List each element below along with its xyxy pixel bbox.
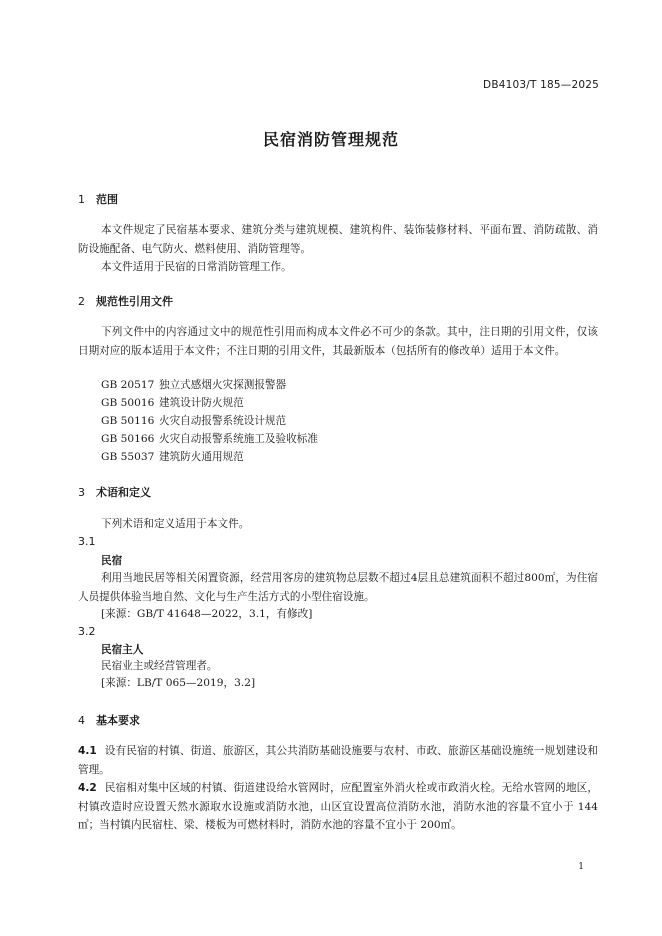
section-number: 1 [78, 193, 85, 206]
reference-item [101, 431, 318, 446]
term-3-1-number: 3.1 [78, 535, 96, 548]
document-code: DB4103/T 185—2025 [483, 79, 599, 91]
section-title: 规范性引用文件 [96, 295, 173, 308]
page-number: 1 [578, 862, 584, 872]
clause-number: 4.2 [78, 782, 97, 794]
section-number: 3 [78, 486, 85, 499]
reference-title: 建筑防火通用规范 [159, 451, 244, 463]
scope-paragraph-1: 本文件规定了民宿基本要求、建筑分类与建筑规模、建筑构件、装饰装修材料、平面布置、消防疏散、消防设施配备、电气防火、燃料使用、消防管理等。 [78, 224, 598, 255]
reference-item [101, 413, 286, 428]
term-3-2-source: [来源：LB/T 065—2019，3.2] [101, 677, 256, 689]
term-3-2-number: 3.2 [78, 625, 96, 638]
section-1-heading [78, 191, 118, 207]
clause-number: 4.1 [78, 745, 97, 757]
section-2-heading [78, 293, 173, 309]
reference-title: 建筑设计防火规范 [159, 397, 244, 409]
section-4-heading [78, 712, 140, 728]
clause-4-2 [78, 779, 598, 835]
section-title: 术语和定义 [96, 486, 151, 499]
reference-title: 独立式感烟火灾探测报警器 [159, 379, 287, 391]
reference-code: GB 50166 [101, 433, 155, 445]
clause-4-1 [78, 742, 598, 779]
reference-title: 火灾自动报警系统设计规范 [159, 415, 287, 427]
scope-paragraph-2: 本文件适用于民宿的日常消防管理工作。 [101, 261, 292, 273]
section-title: 基本要求 [96, 714, 140, 727]
term-3-1-definition: 利用当地民居等相关闲置资源，经营用客房的建筑物总层数不超过4层且总建筑面积不超过800㎡，为住宿人员提供体验当地自然、文化与生产生活方式的小型住宿设施。 [78, 572, 598, 603]
reference-item [101, 449, 244, 464]
reference-item [101, 377, 286, 392]
term-3-2-name: 民宿主人 [101, 644, 144, 656]
section-3-heading [78, 484, 151, 500]
clause-text: 民宿相对集中区域的村镇、街道建设给水管网时，应配置室外消火栓或市政消火栓。无给水管网的地区，村镇改造时应设置天然水源取水设施或消防水池，山区宜设置高位消防水池，消防水池的容量不宜小于 144㎥；当村镇内民宿柱、梁、楼板为可燃材料时，消防水池的容量不宜小于 200㎥。 [78, 782, 598, 831]
section-number: 2 [78, 295, 85, 308]
reference-code: GB 20517 [101, 379, 155, 391]
clause-text: 设有民宿的村镇、街道、旅游区，其公共消防基础设施要与农村、市政、旅游区基础设施统一规划建设和管理。 [78, 745, 598, 776]
reference-code: GB 50016 [101, 397, 155, 409]
terms-intro: 下列术语和定义适用于本文件。 [101, 518, 250, 530]
section-title: 范围 [96, 193, 118, 206]
term-3-2-definition: 民宿业主或经营管理者。 [101, 660, 218, 672]
reference-code: GB 50116 [101, 415, 155, 427]
reference-code: GB 55037 [101, 451, 155, 463]
reference-item [101, 395, 244, 410]
section-number: 4 [78, 714, 85, 727]
document-title: 民宿消防管理规范 [262, 130, 399, 149]
term-3-1-source: [来源：GB/T 41648—2022，3.1，有修改] [101, 608, 313, 620]
term-3-1-name: 民宿 [101, 555, 123, 567]
reference-title: 火灾自动报警系统施工及验收标准 [159, 433, 318, 445]
references-paragraph: 下列文件中的内容通过文中的规范性引用而构成本文件必不可少的条款。其中，注日期的引用文件，仅该日期对应的版本适用于本文件；不注日期的引用文件，其最新版本（包括所有的修改单）适用于本文件。 [78, 326, 598, 357]
